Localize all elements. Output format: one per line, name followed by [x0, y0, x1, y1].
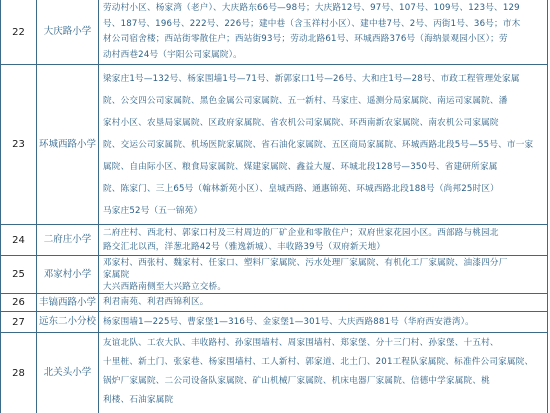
- service-area: [99, 333, 547, 413]
- row-number: 28: [1, 333, 37, 413]
- row-number: 26: [1, 294, 37, 311]
- area-line: 二府庄村、西北村、郭家口村及三村周边的厂矿企业和零散住户；双府世家花园小区。西部路与桃园北: [103, 228, 499, 238]
- row-number: 23: [1, 65, 37, 224]
- row-number: 25: [1, 256, 37, 293]
- service-area: [99, 225, 547, 255]
- area-line: 家属院: [103, 270, 130, 280]
- area-line: 杨家围墙1—225号、曹家堡1—316号、金家堡1—301号、大庆西路881号（华府西安港湾）。: [103, 317, 474, 327]
- service-area: [99, 294, 547, 311]
- area-line: 利楼、石油家属院: [103, 395, 174, 405]
- row-number: 27: [1, 312, 37, 332]
- area-line: 属院、自由际小区、粮食局家属院、煤建家属院、鑫益大厦、环城北段128号—350号、省建研所家属: [103, 162, 498, 172]
- table-row: [1, 256, 547, 294]
- area-line: 路交汇北以西，洋葱北路42号（雅逸新城）、丰收路39号（双府新天地）: [103, 242, 386, 252]
- table-row: [1, 0, 547, 65]
- school-name: 远东二小分校: [37, 312, 99, 332]
- table-row: [1, 294, 547, 312]
- service-area: [99, 0, 547, 64]
- area-line: 家村小区、农垦局家属院、区政府家属院、省农机公司家属院、环西南新农家属院、南农机公司家属院: [103, 118, 499, 128]
- service-area: [99, 312, 547, 332]
- school-name: 二府庄小学: [37, 225, 99, 255]
- table-row: [1, 333, 547, 413]
- area-line: 劳动村小区、杨家湾（老户）、大庆路东66号—98号；大庆路12号、97号、107号、109号、123号、129: [103, 3, 520, 13]
- table-row: [1, 312, 547, 333]
- area-line: 号、187号、196号、222号、226号；建中巷（含玉祥村小区）、建中巷7号、2号、丙街1号、36号；市木: [103, 18, 521, 29]
- area-line: 大兴西路南侧至大兴路立交桥。: [103, 282, 227, 292]
- area-line: 邓家村、西张村、魏家村、任家口、塑料厂家属院、污水处理厂家属院、有机化工厂家属院、油漆四分厂: [103, 258, 508, 268]
- school-name: 大庆路小学: [37, 0, 99, 64]
- area-line: 院、公交四公司家属院、黑色金属公司家属院、五一新村、马家庄、遥测分局家属院、南运司家属院、潘: [103, 96, 508, 106]
- school-name: 环城西路小学: [37, 65, 99, 224]
- area-line: 锅炉厂家属院、二公司设备队家属院、矿山机械厂家属院、机床电器厂家属院、信德中学家属院、桃: [103, 376, 490, 386]
- area-line: 动村西巷24号（宇阳公司家属院）。: [103, 49, 242, 60]
- school-name: 丰镐西路小学: [37, 294, 99, 311]
- school-name: 邓家村小学: [37, 256, 99, 293]
- area-line: 利君南苑、利君西锦利区。: [103, 297, 209, 307]
- row-number: 24: [1, 225, 37, 255]
- area-line: 马家庄52号（五一锦苑）: [103, 206, 203, 216]
- row-number: 22: [1, 0, 37, 64]
- table-row: [1, 65, 547, 225]
- area-line: 材公司宿舍楼；西站街零散住户；西站街93号；劳动北路61号、环城西路376号（海纳景观园小区）；劳: [103, 34, 508, 44]
- school-name: 北关头小学: [37, 333, 99, 413]
- area-line: 院、陈家门、三上65号（翰林新苑小区）、皇城西路、通惠锦苑、环城西路北段188号（尚邦25时区）: [103, 184, 499, 194]
- area-line: 院、交运公司家属院、机场医院家属院、省石油化家属院、五区商局家属院、环城西路北段5号—55号、市一家: [103, 140, 534, 150]
- table-row: [1, 225, 547, 256]
- area-line: 梁家庄1号—132号、杨家围墙1号—71号、新郭家口1号—26号、大和庄1号—28号、市政工程管理处家属: [103, 74, 520, 84]
- service-area: [99, 65, 547, 224]
- service-area: [99, 256, 547, 293]
- area-line: 友谊北队、工农大队、丰收路村、孙家围墙村、周家围墙村、郑家堡、分十三门村、孙家堡、十五村、: [103, 338, 499, 348]
- area-line: 十里桩、新土门、张家巷、杨家围墙村、工人新村、郭家道、北土门、201工程队家属院、标准件公司家属院、: [103, 357, 534, 367]
